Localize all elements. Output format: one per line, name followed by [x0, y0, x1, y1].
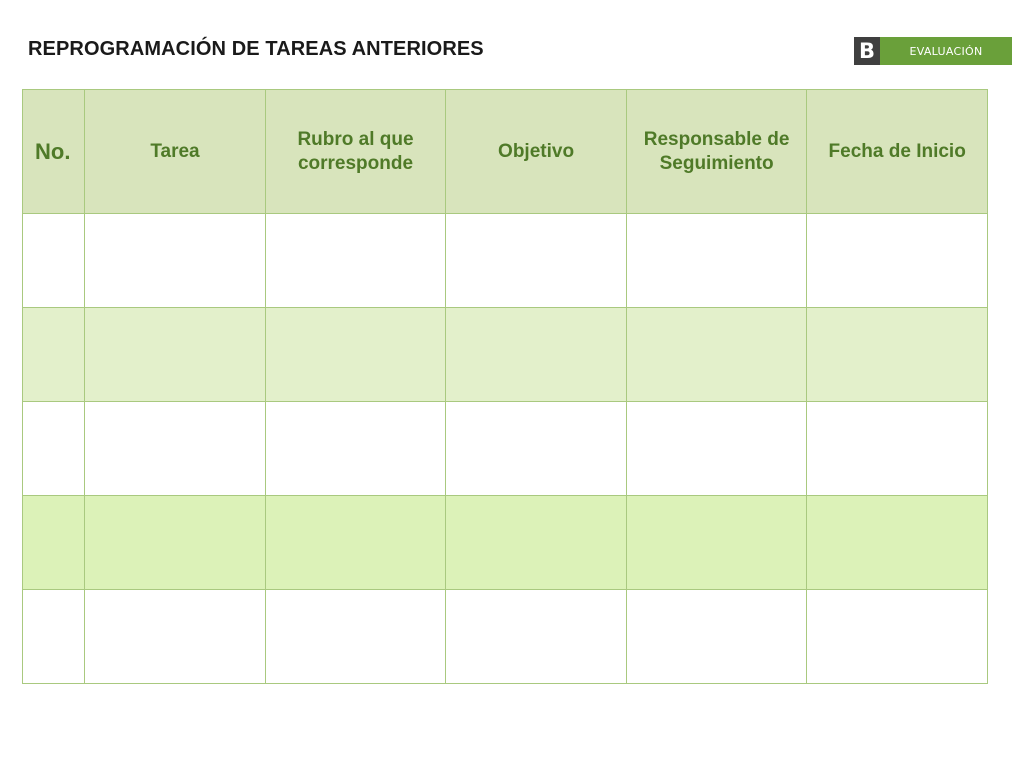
table-row [23, 214, 988, 308]
table-cell-fecha-inicio[interactable] [807, 590, 988, 684]
section-badge-letter: B [854, 37, 880, 65]
table-cell-rubro[interactable] [265, 496, 446, 590]
table-cell-no[interactable] [23, 214, 85, 308]
table-cell-objetivo[interactable] [446, 590, 627, 684]
table-cell-responsable[interactable] [626, 590, 807, 684]
column-header-rubro: Rubro al que corresponde [265, 90, 446, 214]
table-header-row [23, 90, 988, 214]
table-cell-objetivo[interactable] [446, 402, 627, 496]
task-table [22, 89, 988, 684]
table-cell-responsable[interactable] [626, 496, 807, 590]
page-title: REPROGRAMACIÓN DE TAREAS ANTERIORES [28, 38, 484, 60]
table-row [23, 496, 988, 590]
table-cell-no[interactable] [23, 496, 85, 590]
table-row [23, 402, 988, 496]
table-cell-fecha-inicio[interactable] [807, 402, 988, 496]
table-cell-no[interactable] [23, 402, 85, 496]
table-cell-rubro[interactable] [265, 308, 446, 402]
table-row [23, 590, 988, 684]
table-row [23, 308, 988, 402]
table-cell-tarea[interactable] [85, 214, 266, 308]
table-cell-fecha-inicio[interactable] [807, 214, 988, 308]
table-cell-tarea[interactable] [85, 308, 266, 402]
column-header-fecha-inicio: Fecha de Inicio [807, 90, 988, 214]
table-cell-responsable[interactable] [626, 308, 807, 402]
table-cell-fecha-inicio[interactable] [807, 308, 988, 402]
column-header-no: No. [23, 90, 85, 214]
task-table-container [22, 89, 988, 684]
table-cell-tarea[interactable] [85, 590, 266, 684]
section-badge-label: EVALUACIÓN [880, 37, 1012, 65]
table-cell-objetivo[interactable] [446, 214, 627, 308]
table-cell-objetivo[interactable] [446, 308, 627, 402]
column-header-objetivo: Objetivo [446, 90, 627, 214]
table-cell-no[interactable] [23, 590, 85, 684]
section-badge [854, 37, 1012, 65]
table-cell-rubro[interactable] [265, 590, 446, 684]
column-header-tarea: Tarea [85, 90, 266, 214]
table-cell-rubro[interactable] [265, 402, 446, 496]
table-cell-tarea[interactable] [85, 496, 266, 590]
table-cell-objetivo[interactable] [446, 496, 627, 590]
table-cell-tarea[interactable] [85, 402, 266, 496]
table-cell-responsable[interactable] [626, 402, 807, 496]
table-cell-responsable[interactable] [626, 214, 807, 308]
table-cell-fecha-inicio[interactable] [807, 496, 988, 590]
column-header-responsable: Responsable de Seguimiento [626, 90, 807, 214]
table-cell-no[interactable] [23, 308, 85, 402]
table-cell-rubro[interactable] [265, 214, 446, 308]
